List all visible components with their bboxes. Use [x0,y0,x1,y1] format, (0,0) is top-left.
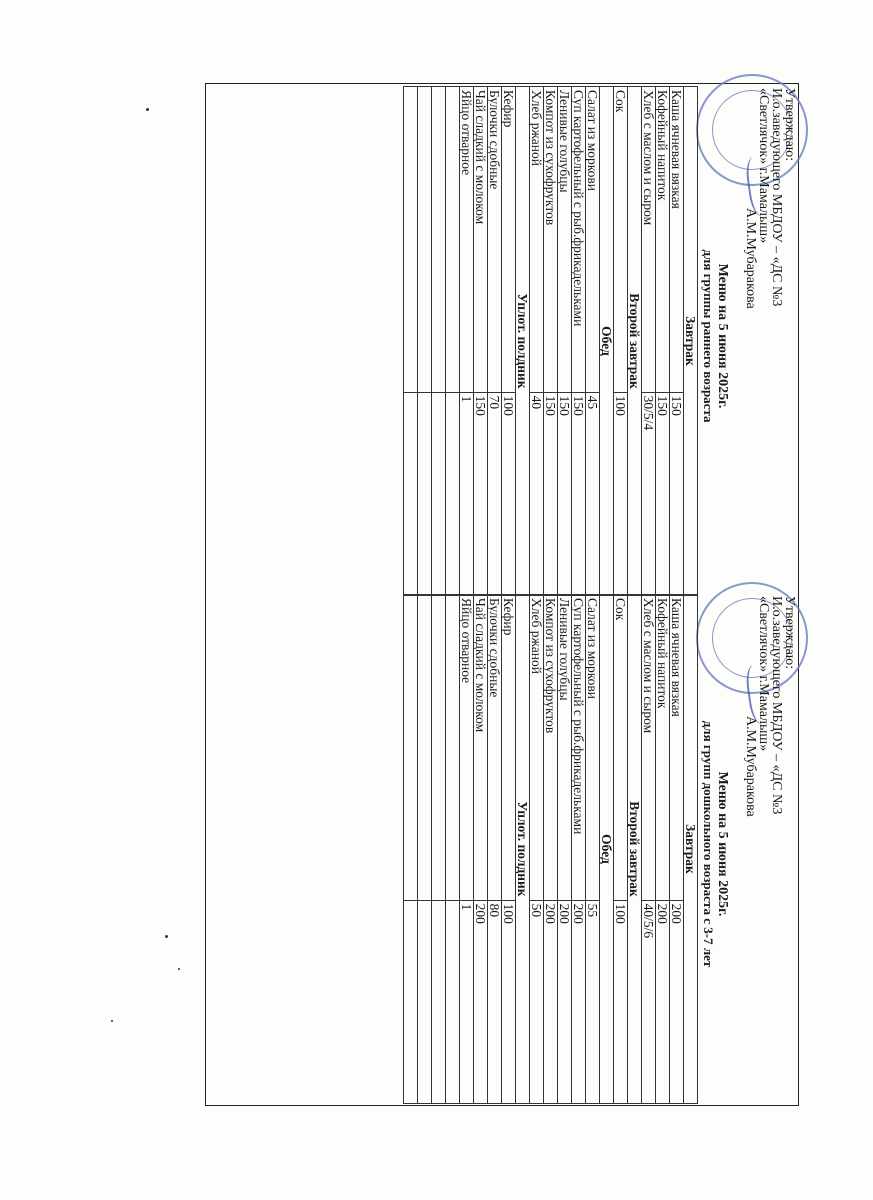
section-label: Завтрак [684,595,698,1104]
approve-line: И.о.заведующего МБДОУ – «ДС №3 [769,596,784,815]
dish-amount: 150 [474,392,488,595]
section-row [628,87,642,596]
scan-speck [146,108,149,111]
dish-name: Хлеб с маслом и сыром [642,595,656,901]
dish-amount: 100 [614,900,628,1103]
dish-amount: 150 [572,392,586,595]
menu-panel-early-age [206,86,796,596]
section-label: Уплот. полдник [516,595,530,1104]
approve-line: Утверждаю: [782,88,797,162]
dish-name: Салат из моркови [586,595,600,901]
dish-name: Кофейный напиток [656,87,670,393]
approve-line: «Светлячок» г.Мамалыш» [756,88,771,244]
empty-cell [432,87,446,393]
table-row [474,87,488,596]
section-label: Второй завтрак [628,595,642,1104]
dish-amount: 40/5/6 [642,900,656,1103]
dish-name: Салат из моркови [586,87,600,393]
dish-amount: 1 [460,900,474,1103]
dish-name: Компот из сухофруктов [544,595,558,901]
empty-cell [418,87,432,393]
dish-amount: 100 [502,392,516,595]
section-row [628,595,642,1104]
dish-amount: 40 [530,392,544,595]
table-row [502,595,516,1104]
dish-name: Сок [614,87,628,393]
table-row [572,87,586,596]
table-row [614,87,628,596]
dish-name: Суп картофельный с рыб.фрикадельками [572,87,586,393]
scan-speck [165,935,168,938]
table-row [558,87,572,596]
approval-block [744,596,796,817]
menu-table [403,86,698,596]
section-row [684,87,698,596]
table-row [670,87,684,596]
empty-cell [404,87,418,393]
table-row [670,595,684,1104]
dish-name: Яйцо отварное [460,595,474,901]
empty-cell [404,392,418,595]
section-label: Обед [600,87,614,596]
section-label: Завтрак [684,87,698,596]
empty-row [418,87,432,596]
table-row [642,595,656,1104]
empty-cell [418,392,432,595]
dish-amount: 50 [530,900,544,1103]
dish-amount: 200 [670,900,684,1103]
dish-amount: 30/5/4 [642,392,656,595]
table-row [614,595,628,1104]
dish-name: Хлеб с маслом и сыром [642,87,656,393]
empty-row [446,595,460,1104]
dish-amount: 150 [544,392,558,595]
dish-amount: 1 [460,392,474,595]
table-row [656,595,670,1104]
dish-amount: 100 [502,900,516,1103]
empty-cell [446,392,460,595]
dish-name: Суп картофельный с рыб.фрикадельками [572,595,586,901]
dish-amount: 55 [586,900,600,1103]
table-row [460,87,474,596]
section-row [600,595,614,1104]
empty-cell [418,595,432,901]
approve-line: Утверждаю: [782,596,797,670]
section-label: Второй завтрак [628,87,642,596]
section-label: Уплот. полдник [516,87,530,596]
dish-amount: 200 [558,900,572,1103]
dish-name: Булочки сдобные [488,87,502,393]
table-row [558,595,572,1104]
dish-name: Каша ячневая вязкая [670,595,684,901]
table-row [488,595,502,1104]
dish-name: Каша ячневая вязкая [670,87,684,393]
empty-cell [432,392,446,595]
empty-row [446,87,460,596]
dish-amount: 70 [488,392,502,595]
table-row [474,595,488,1104]
table-row [502,87,516,596]
table-row [642,87,656,596]
empty-row [418,595,432,1104]
menu-title: Меню на 5 июня 2025г. [715,263,730,409]
dish-name: Кефир [502,87,516,393]
section-row [516,595,530,1104]
table-row [586,87,600,596]
empty-cell [446,595,460,901]
dish-amount: 150 [656,392,670,595]
empty-cell [446,900,460,1103]
dish-name: Чай сладкий с молоком [474,595,488,901]
dish-amount: 200 [474,900,488,1103]
menu-title: Меню на 5 июня 2025г. [715,771,730,917]
dish-name: Ленивые голубцы [558,595,572,901]
table-row [572,595,586,1104]
dish-name: Булочки сдобные [488,595,502,901]
approval-block [744,88,796,309]
scan-speck [178,968,180,970]
table-row [586,595,600,1104]
empty-row [432,595,446,1104]
dish-name: Ленивые голубцы [558,87,572,393]
section-label: Обед [600,595,614,1104]
menu-subtitle: для группы раннего возраста [701,249,716,423]
dish-amount: 200 [656,900,670,1103]
dish-name: Яйцо отварное [460,87,474,393]
dish-name: Чай сладкий с молоком [474,87,488,393]
empty-row [432,87,446,596]
dish-name: Кефир [502,595,516,901]
dish-amount: 45 [586,392,600,595]
dish-amount: 200 [544,900,558,1103]
approve-line: А.М.Мубаракова [743,208,758,309]
dish-amount: 200 [572,900,586,1103]
dish-amount: 100 [614,392,628,595]
menu-panel-preschool [206,594,796,1104]
empty-cell [418,900,432,1103]
table-row [530,595,544,1104]
approve-line: А.М.Мубаракова [743,716,758,817]
empty-cell [446,87,460,393]
table-row [488,87,502,596]
dish-name: Хлеб ржаной [530,595,544,901]
dish-name: Сок [614,595,628,901]
dish-name: Компот из сухофруктов [544,87,558,393]
scan-speck [111,1020,113,1022]
section-row [600,87,614,596]
empty-cell [432,595,446,901]
empty-cell [432,900,446,1103]
dish-name: Кофейный напиток [656,595,670,901]
dish-name: Хлеб ржаной [530,87,544,393]
empty-cell [404,595,418,901]
menu-table [403,594,698,1104]
table-row [460,595,474,1104]
dish-amount: 150 [558,392,572,595]
empty-row [404,595,418,1104]
table-row [656,87,670,596]
section-row [684,595,698,1104]
menu-subtitle: для групп дошкольного возраста с 3-7 лет [701,720,716,968]
empty-row [404,87,418,596]
table-row [530,87,544,596]
table-row [544,87,558,596]
empty-cell [404,900,418,1103]
approve-line: «Светлячок» г.Мамалыш» [756,596,771,752]
section-row [516,87,530,596]
dish-amount: 80 [488,900,502,1103]
approve-line: И.о.заведующего МБДОУ – «ДС №3 [769,88,784,307]
dish-amount: 150 [670,392,684,595]
table-row [544,595,558,1104]
